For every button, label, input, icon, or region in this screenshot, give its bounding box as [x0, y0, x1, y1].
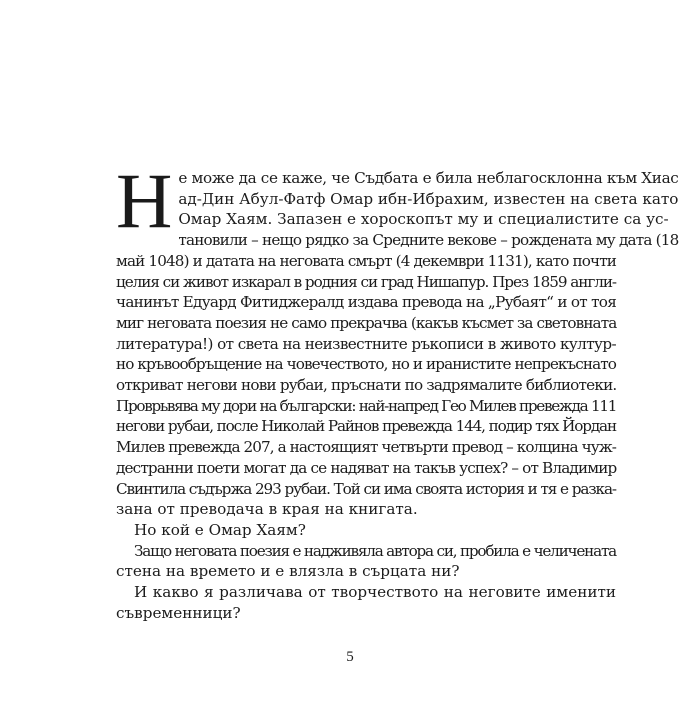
page-number: 5	[346, 649, 354, 665]
text-line: Омар Хаям. Запазен е хороскопът му и специалистите са ус-	[178, 210, 669, 229]
text-line: май 1048) и датата на неговата смърт (4 декември 1131), като почти	[116, 251, 616, 270]
text-line: целия си живот изкарал в родния си град Нишапур. През 1859 англи-	[116, 272, 616, 291]
text-line: дестранни поети могат да се надяват на такъв успех? – от Владимир	[116, 458, 617, 477]
drop-cap: Н	[116, 157, 173, 244]
text-line: Милев превежда 207, а настоящият четвърти превод – колцина чуж-	[116, 438, 616, 457]
paragraph-1	[116, 157, 679, 520]
text-line: откриват негови нови рубаи, пръснати по задрямалите библиотеки.	[116, 376, 617, 395]
text-line: литература!) от света на неизвестните ръкописи в живото култур-	[116, 334, 616, 353]
text-line: Свинтила съдържа 293 рубаи. Той си има своята история и тя е разка-	[116, 479, 616, 498]
text-line: тановили – нещо рядко за Средните векове – рождената му дата (18	[178, 231, 679, 250]
text-line: Проврьвява му дори на български: най-напред Гео Милев превежда 111	[116, 396, 617, 415]
text-line: миг неговата поезия не само прекрачва (какъв късмет за световната	[116, 313, 617, 332]
text-line: негови рубаи, после Николай Райнов превежда 144, подир тях Йордан	[116, 417, 616, 436]
paragraph-2	[116, 520, 616, 541]
text-line: зана от преводача в края на книгата.	[116, 500, 418, 519]
text-line: И какво я различава от творчеството на неговите именити	[134, 583, 616, 602]
paragraph-4	[116, 582, 616, 623]
text-line: ад-Дин Абул-Фатф Омар ибн-Ибрахим, известен на света като	[178, 189, 679, 208]
body-text	[116, 157, 679, 623]
paragraph-3	[116, 541, 616, 582]
text-line: Но кой е Омар Хаям?	[134, 520, 306, 539]
text-line: Защо неговата поезия е надживяла автора си, пробила е челичената	[134, 541, 616, 560]
text-line: стена на времето и е влязла в сърцата ни?	[116, 562, 460, 581]
text-line: чанинът Едуард Фитиджералд издава превода на „Рубаят“ и от тоя	[116, 293, 617, 312]
text-line: е може да се каже, че Съдбата е била неблагосклонна към Хиас	[178, 169, 679, 187]
text-line: съвременници?	[116, 603, 241, 622]
text-line: но кръвообръщение на човечеството, но и иранистите непрекъснато	[116, 355, 616, 374]
